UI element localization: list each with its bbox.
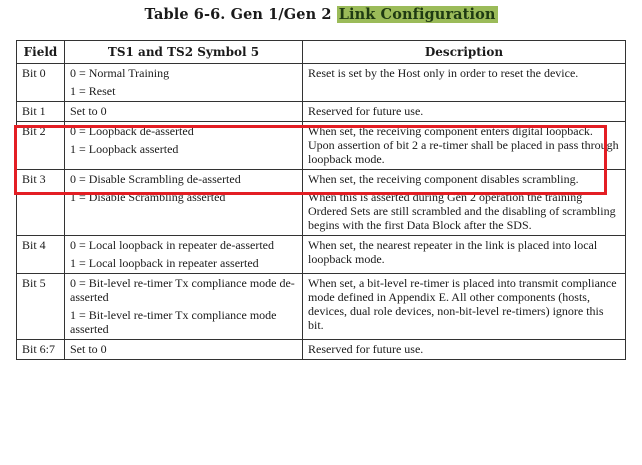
description-paragraph: When set, a bit-level re-timer is placed into transmit compliance mode defined in Appendix E. All other components (hosts, devices, dual role devices, non-bit-level re-timers) ignore this bit. bbox=[308, 276, 617, 332]
description-paragraph: When set, the nearest repeater in the link is placed into local loopback mode. bbox=[308, 238, 598, 266]
cell-symbol bbox=[65, 274, 303, 340]
symbol-line: 1 = Reset bbox=[70, 84, 116, 98]
link-configuration-table bbox=[16, 40, 626, 360]
cell-symbol bbox=[65, 64, 303, 102]
symbol-line: 0 = Local loopback in repeater de-asserted bbox=[70, 238, 275, 252]
cell-description bbox=[303, 340, 626, 360]
cell-field: Bit 1 bbox=[17, 102, 65, 122]
cell-description bbox=[303, 64, 626, 102]
symbol-line: 0 = Disable Scrambling de-asserted bbox=[70, 172, 241, 186]
cell-symbol bbox=[65, 236, 303, 274]
cell-description bbox=[303, 274, 626, 340]
cell-description bbox=[303, 102, 626, 122]
table-row bbox=[17, 64, 626, 102]
table-row bbox=[17, 170, 626, 236]
symbol-line: Set to 0 bbox=[70, 104, 107, 118]
header-row bbox=[17, 41, 626, 64]
cell-field: Bit 2 bbox=[17, 122, 65, 170]
symbol-line: 1 = Loopback asserted bbox=[70, 142, 179, 156]
symbol-line: 1 = Local loopback in repeater asserted bbox=[70, 256, 259, 270]
table-row bbox=[17, 236, 626, 274]
cell-field: Bit 4 bbox=[17, 236, 65, 274]
table-caption bbox=[0, 6, 642, 23]
description-paragraph: Reserved for future use. bbox=[308, 104, 424, 118]
header-field: Field bbox=[17, 41, 65, 64]
table-caption-highlight: Link Configuration bbox=[338, 6, 496, 23]
cell-description bbox=[303, 236, 626, 274]
table-caption-prefix: Table 6-6. Gen 1/Gen 2 bbox=[144, 6, 337, 23]
cell-symbol bbox=[65, 340, 303, 360]
symbol-line: Set to 0 bbox=[70, 342, 107, 356]
header-symbol: TS1 and TS2 Symbol 5 bbox=[65, 41, 303, 64]
table-row bbox=[17, 274, 626, 340]
table-row bbox=[17, 340, 626, 360]
table-row bbox=[17, 122, 626, 170]
description-paragraph: When set, the receiving component disables scrambling. bbox=[308, 172, 579, 186]
cell-description bbox=[303, 170, 626, 236]
symbol-line: 0 = Bit-level re-timer Tx compliance mode de-asserted bbox=[70, 276, 295, 304]
header-description: Description bbox=[303, 41, 626, 64]
description-paragraph: When set, the receiving component enters digital loopback. Upon assertion of bit 2 a re-timer shall be placed in pass through loopback mode. bbox=[308, 124, 619, 166]
cell-symbol bbox=[65, 122, 303, 170]
symbol-line: 0 = Normal Training bbox=[70, 66, 170, 80]
symbol-line: 0 = Loopback de-asserted bbox=[70, 124, 194, 138]
description-paragraph: When this is asserted during Gen 2 operation the training Ordered Sets are still scrambled and the disabling of scrambling begins with the first Data Block after the SDS. bbox=[308, 190, 616, 232]
cell-description bbox=[303, 122, 626, 170]
symbol-line: 1 = Bit-level re-timer Tx compliance mode asserted bbox=[70, 308, 277, 336]
cell-field: Bit 5 bbox=[17, 274, 65, 340]
table-row bbox=[17, 102, 626, 122]
description-paragraph: Reset is set by the Host only in order to reset the device. bbox=[308, 66, 579, 80]
cell-symbol bbox=[65, 170, 303, 236]
symbol-line: 1 = Disable Scrambling asserted bbox=[70, 190, 226, 204]
cell-field: Bit 3 bbox=[17, 170, 65, 236]
cell-field: Bit 0 bbox=[17, 64, 65, 102]
description-paragraph: Reserved for future use. bbox=[308, 342, 424, 356]
cell-symbol bbox=[65, 102, 303, 122]
cell-field: Bit 6:7 bbox=[17, 340, 65, 360]
